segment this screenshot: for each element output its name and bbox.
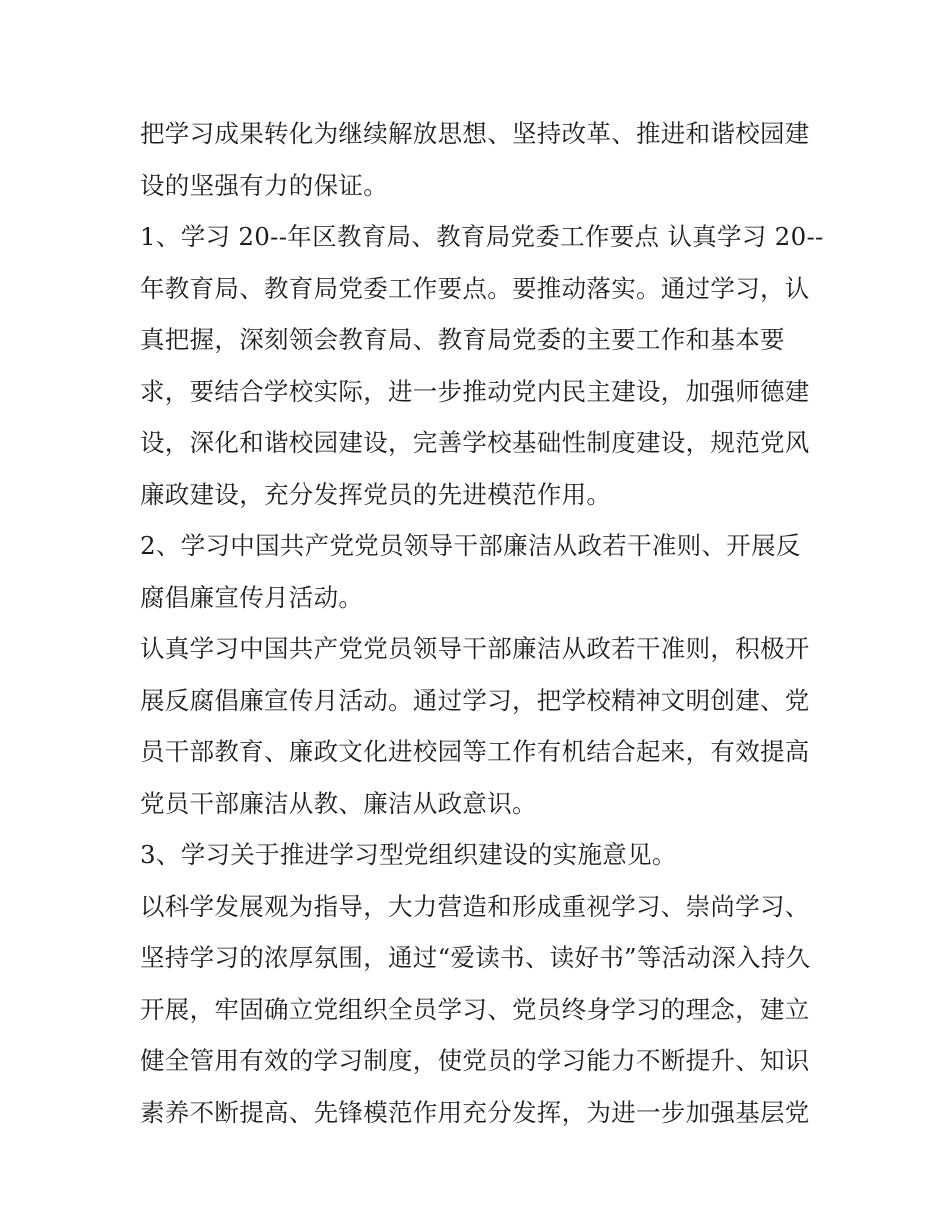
text-line: 认真学习中国共产党党员领导干部廉洁从政若干准则，积极开 (140, 634, 810, 663)
text-line: 求，要结合学校实际，进一步推动党内民主建设，加强师德建 (140, 376, 810, 406)
text-line: 健全管用有效的学习制度，使党员的学习能力不断提升、知识 (140, 1046, 810, 1075)
text-line: 腐倡廉宣传月活动。 (140, 582, 364, 612)
text-line: 坚持学习的浓厚氛围，通过“爱读书、读好书”等活动深入持久 (140, 943, 811, 972)
text-line: 员干部教育、廉政文化进校园等工作有机结合起来，有效提高 (140, 737, 810, 766)
text-line: 以科学发展观为指导，大力营造和形成重视学习、崇尚学习、 (140, 891, 810, 921)
text-line: 2、学习中国共产党党员领导干部廉洁从政若干准则、开展反 (140, 531, 801, 560)
text-line: 把学习成果转化为继续解放思想、坚持改革、推进和谐校园建 (140, 119, 810, 148)
text-line: 真把握，深刻领会教育局、教育局党委的主要工作和基本要 (140, 325, 785, 354)
text-line: 设的坚强有力的保证。 (140, 170, 388, 200)
text-line: 设，深化和谐校园建设，完善学校基础性制度建设，规范党风 (140, 428, 810, 457)
text-line: 素养不断提高、先锋模范作用充分发挥，为进一步加强基层党 (140, 1097, 810, 1127)
text-line: 年教育局、教育局党委工作要点。要推动落实。通过学习，认 (140, 273, 810, 303)
text-line: 展反腐倡廉宣传月活动。通过学习，把学校精神文明创建、党 (140, 685, 810, 715)
document-body (140, 108, 824, 1138)
text-line: 开展，牢固确立党组织全员学习、党员终身学习的理念，建立 (140, 994, 810, 1024)
text-line: 3、学习关于推进学习型党组织建设的实施意见。 (140, 840, 677, 869)
text-line: 1、学习 20--年区教育局、教育局党委工作要点 认真学习 20-- (140, 222, 824, 251)
text-line: 党员干部廉洁从教、廉洁从政意识。 (140, 788, 537, 818)
text-line: 廉政建设，充分发挥党员的先进模范作用。 (140, 479, 612, 509)
